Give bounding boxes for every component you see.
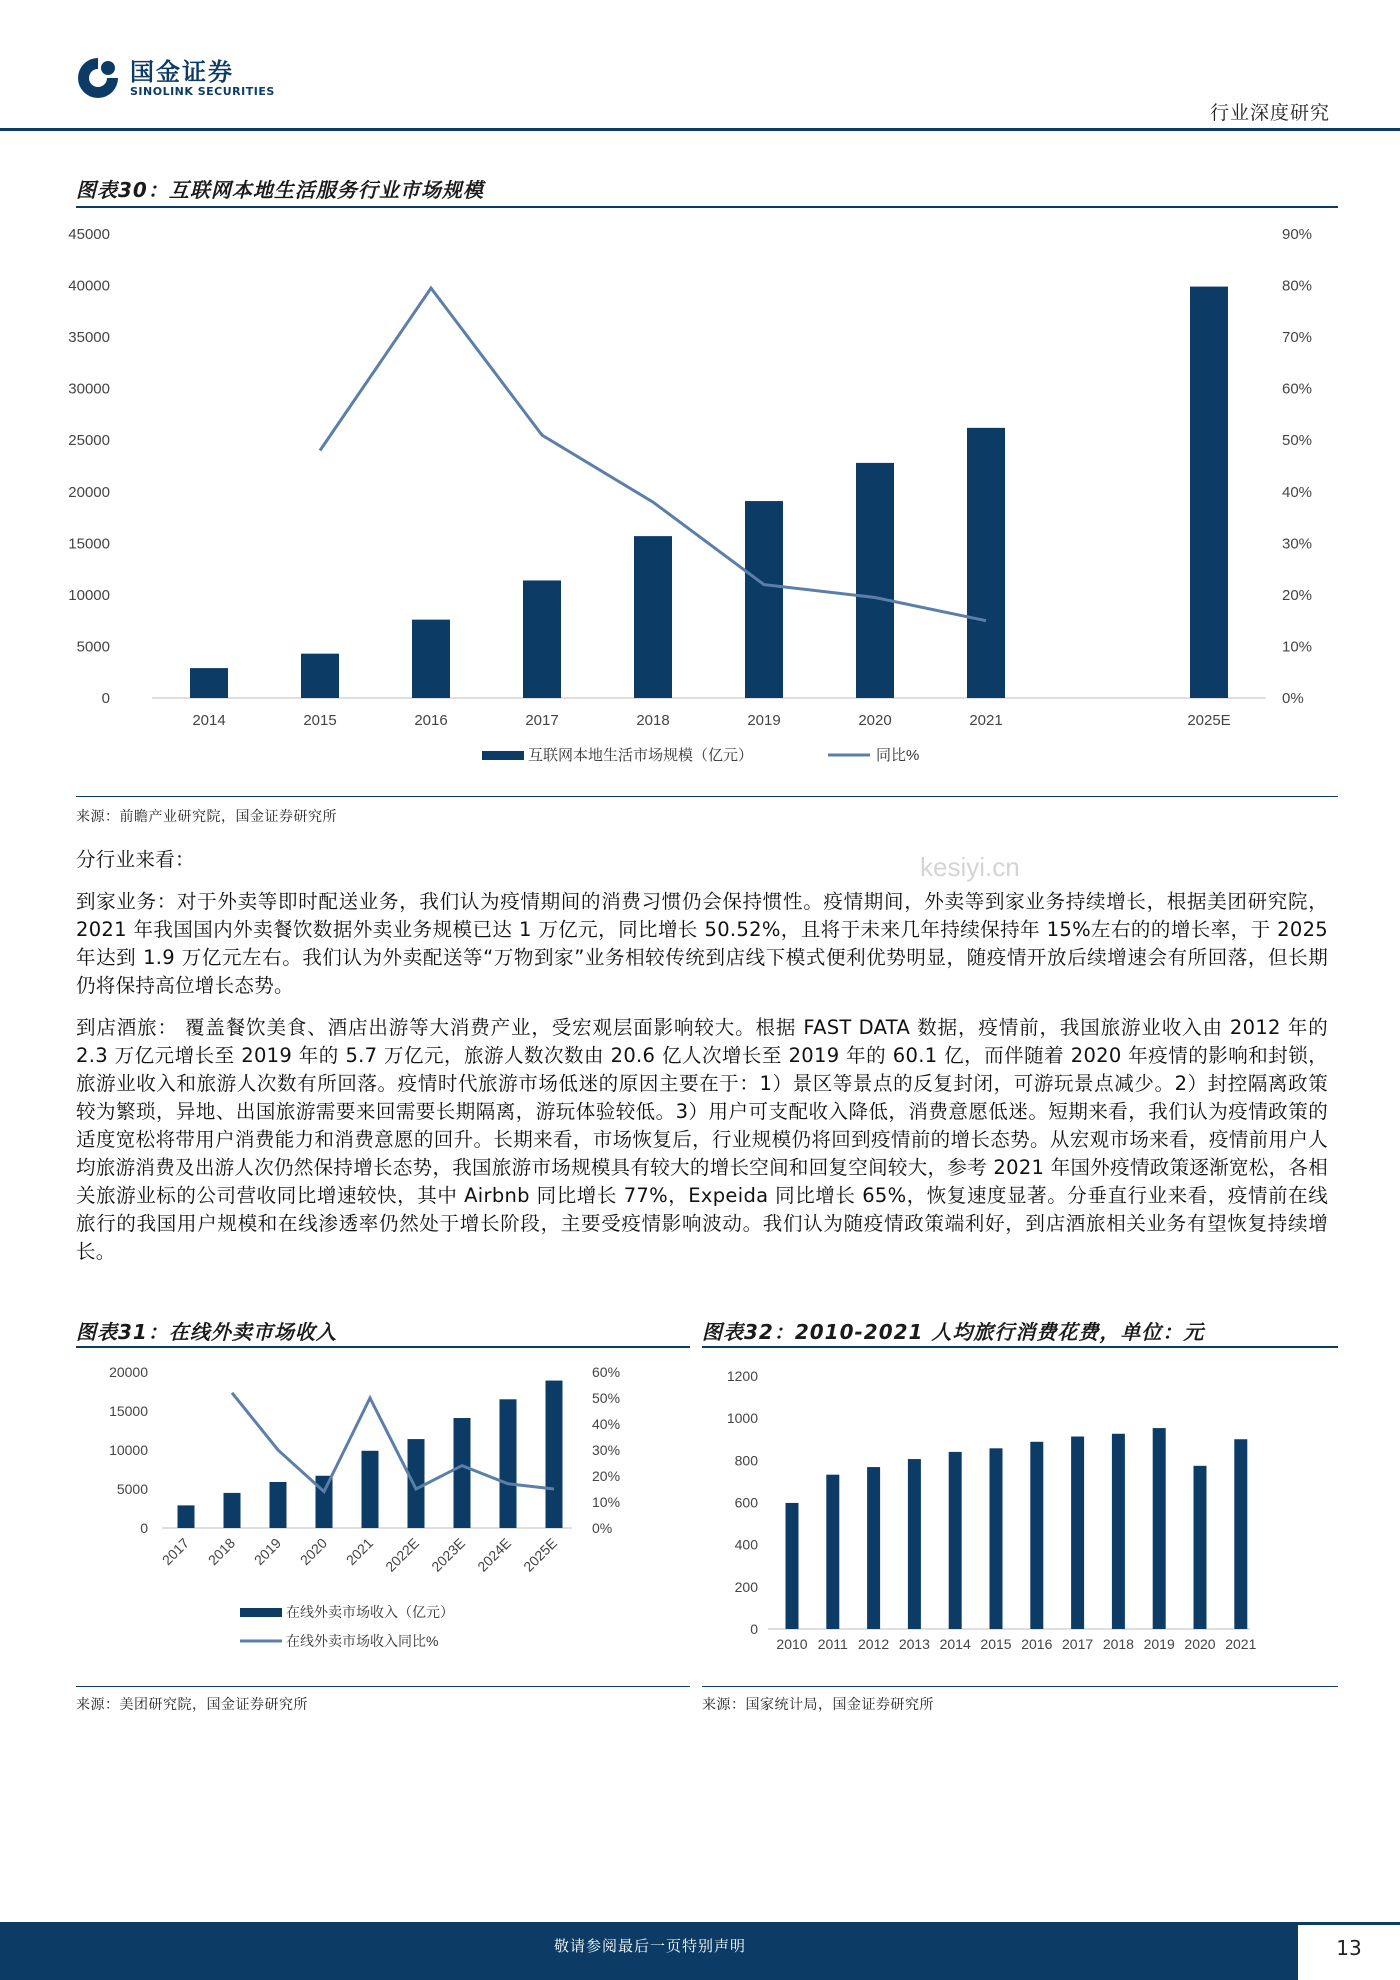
fig31-bar-2024E (500, 1399, 517, 1528)
fig30-bottom-rule (76, 796, 1338, 797)
fig30-y-left-tick: 20000 (68, 483, 110, 501)
fig32-top-rule (702, 1346, 1338, 1348)
fig31-y-right-tick: 10% (592, 1494, 621, 1510)
fig30-source: 来源：前瞻产业研究院，国金证券研究所 (76, 809, 337, 825)
fig31-y-right-tick: 50% (592, 1390, 621, 1406)
fig31-bar-2020 (316, 1476, 333, 1528)
fig30-y-left-tick: 25000 (68, 432, 110, 450)
fig32-x-tick: 2018 (1102, 1636, 1134, 1652)
fig31-bar-2019 (270, 1482, 287, 1528)
fig32-y-tick: 800 (734, 1452, 758, 1469)
fig31-y-right-tick: 60% (592, 1364, 621, 1380)
fig32-title: 图表32：2010-2021 人均旅行消费花费，单位：元 (702, 1320, 1205, 1344)
fig30-y-right-tick: 70% (1282, 329, 1313, 347)
fig30-y-right-tick: 80% (1282, 277, 1313, 295)
fig31-x-tick: 2022E (382, 1534, 423, 1575)
fig31-bar-2017 (178, 1505, 195, 1528)
fig30-y-left-tick: 5000 (76, 638, 110, 656)
fig31-source: 来源：美团研究院，国金证券研究所 (76, 1697, 308, 1713)
watermark: kesiyi.cn (920, 852, 1020, 882)
fig32-x-tick: 2017 (1062, 1636, 1094, 1652)
fig30-x-tick: 2021 (969, 712, 1003, 729)
fig31-legend-line-label: 在线外卖市场收入同比% (286, 1633, 439, 1649)
fig31-bar-2023E (454, 1418, 471, 1528)
fig31-x-tick: 2025E (520, 1534, 561, 1575)
fig30-x-tick: 2020 (858, 712, 892, 729)
fig32-x-tick: 2019 (1143, 1636, 1175, 1652)
fig31-legend-bar-label: 在线外卖市场收入（亿元） (286, 1604, 454, 1620)
fig31-x-tick: 2021 (342, 1534, 377, 1569)
logo-mark-icon (76, 56, 120, 100)
fig31-y-right-tick: 30% (592, 1442, 621, 1458)
fig30-y-right-tick: 30% (1282, 535, 1313, 553)
fig31-title: 图表31：在线外卖市场收入 (76, 1320, 337, 1344)
fig31-y-left-tick: 15000 (109, 1403, 148, 1419)
fig30-bar-2025E (1190, 287, 1228, 698)
fig31-chart (76, 1356, 690, 1680)
fig31-y-right-tick: 0% (592, 1520, 613, 1536)
logo-en-text: SINOLINK SECURITIES (130, 84, 275, 98)
fig31-x-tick: 2023E (428, 1534, 469, 1575)
fig30-y-left-tick: 0 (101, 690, 110, 707)
fig30-bar-2020 (856, 463, 894, 698)
fig30-y-left-tick: 45000 (68, 226, 110, 243)
fig32-bar-2011 (826, 1475, 839, 1629)
fig32-x-tick: 2015 (980, 1636, 1012, 1652)
fig31-x-tick: 2020 (296, 1534, 331, 1569)
fig31-legend (240, 1604, 454, 1649)
fig31-y-left-tick: 5000 (116, 1481, 148, 1497)
fig31-y-left-tick: 10000 (109, 1442, 148, 1458)
fig32-y-tick: 600 (734, 1494, 758, 1511)
fig32-bar-2017 (1071, 1437, 1084, 1629)
fig31-legend-bar-swatch (240, 1608, 282, 1617)
fig32-bar-2013 (908, 1459, 921, 1629)
fig30-bar-2014 (190, 668, 228, 698)
fig32-x-tick: 2020 (1184, 1636, 1216, 1652)
fig30-legend-bar-swatch (482, 751, 524, 760)
fig31-y-right-tick: 40% (592, 1416, 621, 1432)
fig30-x-tick: 2014 (192, 712, 226, 729)
fig32-bottom-rule (702, 1686, 1338, 1687)
fig32-y-tick: 400 (734, 1536, 758, 1553)
fig31-top-rule (76, 1346, 690, 1348)
page-number: 13 (1336, 1936, 1362, 1960)
fig32-bar-2014 (949, 1452, 962, 1629)
fig31-bar-2021 (362, 1451, 379, 1528)
fig32-x-tick: 2021 (1225, 1636, 1257, 1652)
fig31-x-tick: 2017 (158, 1534, 193, 1569)
fig32-y-tick: 1000 (726, 1410, 758, 1427)
fig30-y-right-tick: 10% (1282, 638, 1313, 656)
fig32-x-tick: 2010 (776, 1636, 808, 1652)
fig30-y-right-tick: 90% (1282, 226, 1313, 243)
logo-cn-text: 国金证券 (130, 57, 234, 86)
fig32-bar-2016 (1030, 1442, 1043, 1629)
fig32-bar-2021 (1234, 1439, 1247, 1629)
fig32-x-tick: 2016 (1021, 1636, 1053, 1652)
fig30-bar-2015 (301, 654, 339, 698)
fig32-y-tick: 0 (750, 1621, 758, 1637)
fig32-x-tick: 2011 (817, 1636, 848, 1652)
fig30-y-right-tick: 20% (1282, 586, 1313, 604)
fig30-bar-2017 (523, 580, 561, 698)
footer-disclaimer: 敬请参阅最后一页特别声明 (553, 1937, 746, 1955)
paragraph-travel: 到店酒旅： 覆盖餐饮美食、酒店出游等大消费产业，受宏观层面影响较大。根据 FAST DATA 数据，疫情前，我国旅游业收入由 2012 年的 2.3 万亿元增长至 2019 年的 5.7 万亿元，旅游人数次数由 20.6 亿人次增长至 2019 年的 60.1 亿，而伴随着 2020 年疫情的影响和封锁，旅游业收入和旅游人次数有所回落。疫情时代旅游市场低迷的原因主要在于：1）景区等景点的反复封闭，可游玩景点减少。2）封控隔离政策较为繁琐，异地、出国旅游需要来回需要长期隔离，游玩体验较低。3）用户可支配收入降低，消费意愿低迷。短期来看，我们认为疫情政策的适度宽松将带用户消费能力和消费意愿的回升。长期来看，市场恢复后，行业规模仍将回到疫情前的增长态势。从宏观市场来看，疫情前用户人均旅游消费及出游人次仍然保持增长态势，我国旅游市场规模具有较大的增长空间和回复空间较大，参考 2021 年国外疫情政策逐渐宽松，各相关旅游业标的公司营收同比增速较快，其中 Airbnb 同比增长 77%，Expeida 同比增长 65%，恢复速度显著。分垂直行业来看，疫情前在线旅行的我国用户规模和在线渗透率仍然处于增长阶段，主要受疫情影响波动。我们认为随疫情政策端利好，到店酒旅相关业务有望恢复持续增长。 (76, 1016, 1328, 1263)
fig31-bar-2018 (224, 1493, 241, 1528)
fig30-y-right-tick: 50% (1282, 432, 1313, 450)
fig30-x-tick: 2025E (1187, 712, 1231, 729)
fig31-bar-2025E (546, 1381, 563, 1528)
fig31-bar-2022E (408, 1439, 425, 1528)
fig30-bar-2021 (967, 428, 1005, 698)
fig30-bar-2019 (745, 501, 783, 698)
fig30-title: 图表30：互联网本地生活服务行业市场规模 (76, 178, 484, 202)
fig32-y-tick: 1200 (726, 1368, 758, 1384)
fig30-y-right-tick: 40% (1282, 483, 1313, 501)
company-logo (76, 56, 275, 100)
fig30-x-tick: 2016 (414, 712, 448, 729)
fig31-y-left-tick: 0 (140, 1520, 148, 1536)
section-heading: 分行业来看： (76, 848, 195, 871)
fig32-x-tick: 2014 (939, 1636, 971, 1652)
fig32-bar-2018 (1112, 1434, 1125, 1629)
fig30-x-tick: 2015 (303, 712, 337, 729)
fig30-y-right-tick: 0% (1282, 690, 1304, 707)
fig30-bar-2016 (412, 620, 450, 698)
fig30-y-left-tick: 10000 (68, 586, 110, 604)
fig32-bar-2015 (990, 1448, 1003, 1629)
fig31-x-tick: 2018 (204, 1534, 239, 1569)
header-divider (0, 128, 1400, 131)
fig30-legend (482, 746, 919, 764)
fig30-top-rule (76, 206, 1338, 208)
fig32-source: 来源：国家统计局，国金证券研究所 (702, 1697, 934, 1713)
fig32-bar-2019 (1153, 1428, 1166, 1629)
fig32-y-tick: 200 (734, 1578, 758, 1595)
fig30-y-left-tick: 30000 (68, 380, 110, 398)
fig30-x-tick: 2019 (747, 712, 781, 729)
fig30-x-tick: 2018 (636, 712, 670, 729)
fig31-y-right-tick: 20% (592, 1468, 621, 1484)
fig32-chart (702, 1356, 1338, 1680)
fig30-y-right-tick: 60% (1282, 380, 1313, 398)
fig30-x-tick: 2017 (525, 712, 559, 729)
fig30-y-left-tick: 15000 (68, 535, 110, 553)
fig30-bar-2018 (634, 536, 672, 698)
fig30-chart (68, 210, 1338, 790)
fig30-legend-line-label: 同比% (876, 747, 920, 764)
fig30-legend-bar-label: 互联网本地生活市场规模（亿元） (528, 747, 754, 764)
fig32-x-tick: 2013 (898, 1636, 930, 1652)
fig32-bar-2010 (786, 1503, 799, 1629)
fig30-y-left-tick: 40000 (68, 277, 110, 295)
fig31-y-left-tick: 20000 (109, 1364, 148, 1380)
fig31-x-tick: 2024E (474, 1534, 515, 1575)
report-type: 行业深度研究 (1209, 102, 1330, 124)
fig32-x-tick: 2012 (858, 1636, 890, 1652)
fig32-bar-2012 (867, 1467, 880, 1629)
fig30-y-left-tick: 35000 (68, 329, 110, 347)
fig31-bottom-rule (76, 1686, 690, 1687)
fig31-x-tick: 2019 (250, 1534, 285, 1569)
fig32-bar-2020 (1194, 1466, 1207, 1629)
paragraph-delivery: 到家业务：对于外卖等即时配送业务，我们认为疫情期间的消费习惯仍会保持惯性。疫情期间，外卖等到家业务持续增长，根据美团研究院，2021 年我国国内外卖餐饮数据外卖业务规模已达 1 万亿元，同比增长 50.52%，且将于未来几年持续保持年 15%左右的的增长率，于 2025 年达到 1.9 万亿元左右。我们认为外卖配送等“万物到家”业务相较传统到店线下模式便利优势明显，随疫情开放后续增速会有所回落，但长期仍将保持高位增长态势。 (76, 890, 1328, 997)
